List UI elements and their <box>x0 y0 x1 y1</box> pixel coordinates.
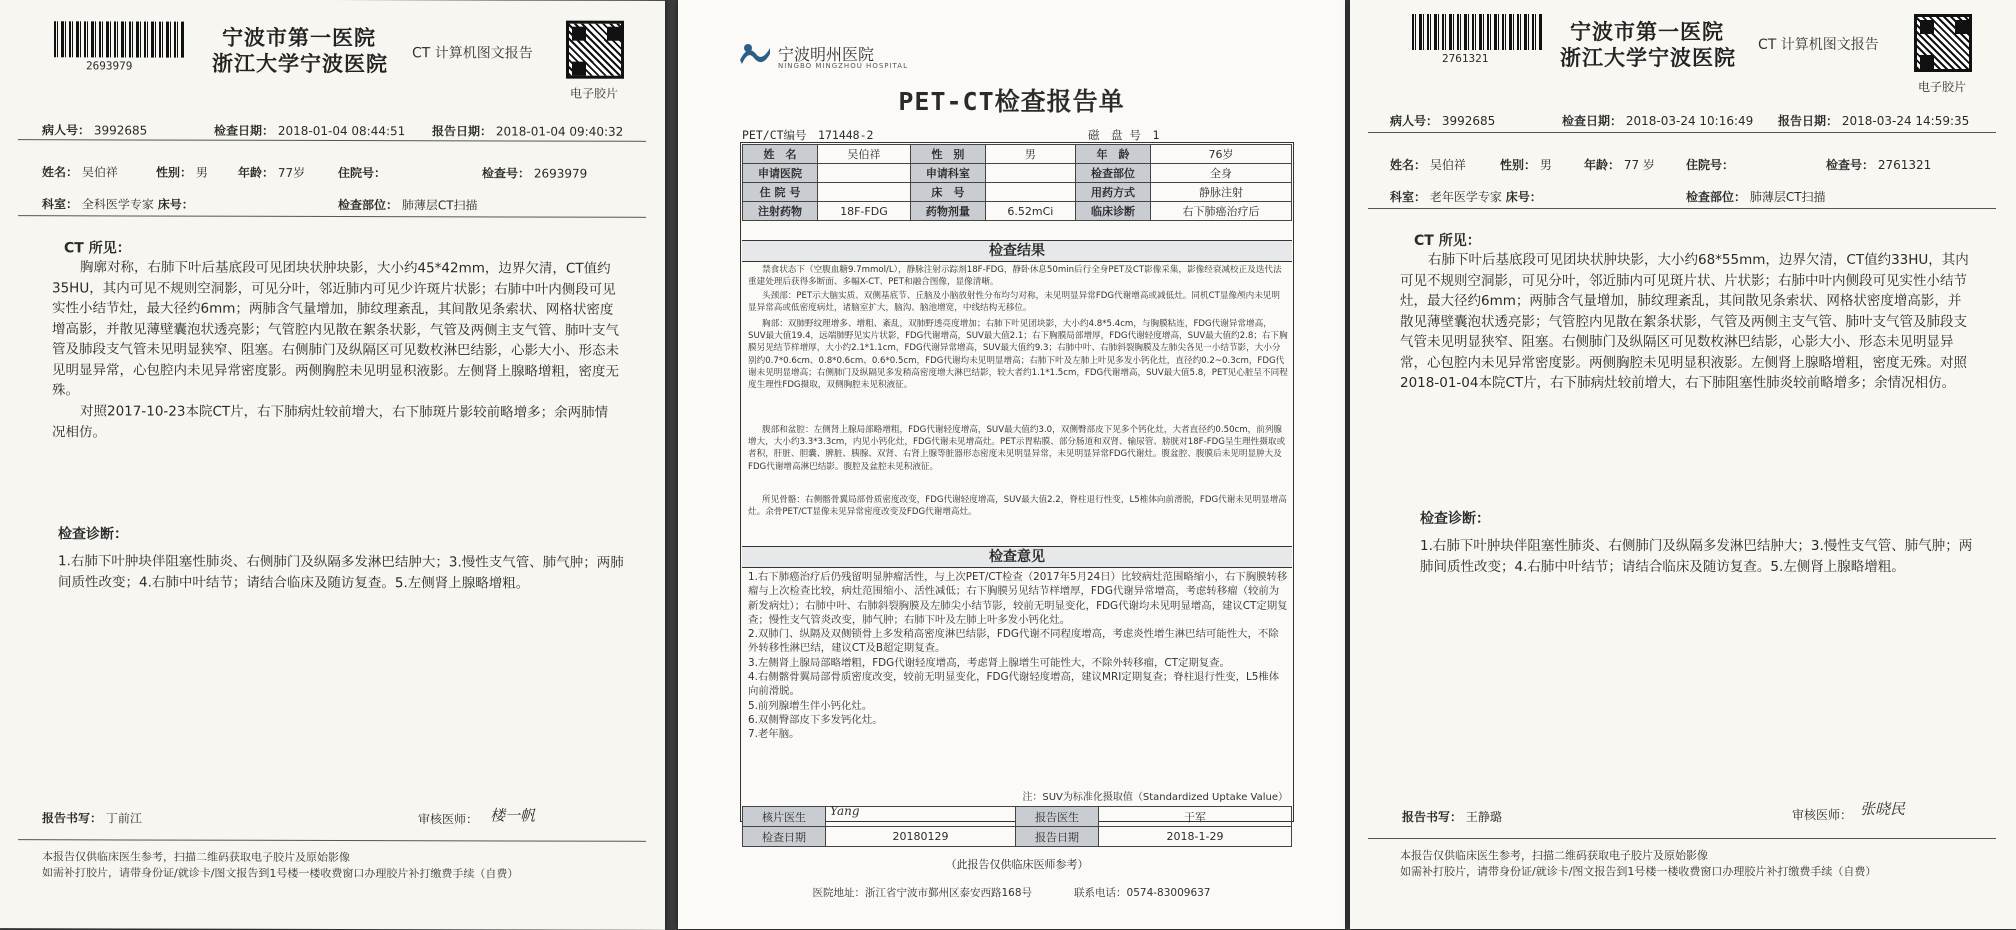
results-abdomen: 腹部和盆腔：左侧肾上腺局部略增粗，FDG代谢轻度增高，SUV最大值约3.0，双侧臀部皮下见多个钙化灶，大者直径约0.50cm，前列腺增大，大小约3.3*3.3cm，内见小钙化灶，FDG代谢未见增高灶。PET示胃粘膜、部分肠道和双肾、输尿管、膀胱对18F-FDG呈生理性摄取或者积，肝脏、胆囊、脾脏、胰腺、双肾、右肾上腺等脏器形态密度未见明显异常，未见明显异常FDG代谢灶。腹盆腔、腹膜后未见明显肿大及FDG代谢增高淋巴结影。腹腔及盆腔未见积液征。 <box>748 425 1286 472</box>
info-label: 临床诊断 <box>1075 202 1150 221</box>
report-date: 报告日期： 2018-03-24 14:59:35 <box>1778 114 1970 128</box>
info-label: 用药方式 <box>1075 183 1150 202</box>
diagnosis-title: 检查诊断： <box>58 526 128 543</box>
opinion-item: 6.双侧臀部皮下多发钙化灶。 <box>748 713 883 726</box>
signature-table <box>742 806 1292 847</box>
patient-name: 姓名： 吴伯祥 <box>1390 158 1466 172</box>
pet-ct-report <box>678 0 1345 929</box>
reviewer-signature: 楼一帆 <box>490 806 536 825</box>
signature-row <box>743 807 1292 827</box>
ward-no: 住院号： <box>338 166 387 181</box>
diagnosis-text: 1.右肺下叶肿块伴阻塞性肺炎、右侧肺门及纵隔多发淋巴结肿大；3.慢性支气管、肺气肿；两肺间质性改变；4.右肺中叶结节；请结合临床及随访复查。5.左侧肾上腺略增粗。 <box>1420 538 1973 575</box>
results-title: 检查结果 <box>742 240 1292 262</box>
ct-report-left <box>0 0 665 930</box>
divider <box>1368 838 1996 839</box>
info-label: 检查部位 <box>1075 164 1150 183</box>
hospital-name: 宁波市第一医院 <box>222 25 376 51</box>
info-value <box>818 164 911 183</box>
exam-part: 检查部位： 肺薄层CT扫描 <box>338 198 478 213</box>
footer-note-1: 本报告仅供临床医生参考，扫描二维码获取电子胶片及原始影像 <box>42 850 350 865</box>
patient-no: 病人号： 3992685 <box>42 123 148 138</box>
hospital-name: 宁波市第一医院 <box>1570 20 1724 44</box>
hospital-name-2: 浙江大学宁波医院 <box>212 51 388 77</box>
hospital-logo-icon <box>738 40 772 68</box>
report-type: CT 计算机图文报告 <box>412 45 533 62</box>
info-row <box>743 202 1292 221</box>
qr-caption: 电子胶片 <box>1918 80 1967 94</box>
barcode-number: 2761321 <box>1442 52 1489 65</box>
opinion-list <box>748 570 1288 742</box>
info-label: 性 别 <box>910 145 985 164</box>
info-value: 76岁 <box>1150 145 1291 164</box>
report-writer: 报告书写： 王静璐 <box>1402 810 1502 824</box>
signature-value: 20180129 <box>826 827 1016 847</box>
opinion-item: 4.右侧髂骨翼局部骨质密度改变，较前无明显变化，FDG代谢轻度增高，建议MRI定期复查；脊柱退行性变，L5椎体向前滑脱。 <box>748 671 1280 698</box>
hospital-contact: 医院地址：浙江省宁波市鄞州区泰安西路168号 联系电话：0574-83009637 <box>812 887 1211 899</box>
reviewer-label: 审核医师： <box>418 812 479 827</box>
findings-comparison: 对照2017-10-23本院CT片，右下肺病灶较前增大，右下肺斑片影较前略增多；余两肺情况相仿。 <box>52 403 609 440</box>
info-value: 6.52mCi <box>985 202 1075 221</box>
qr-code <box>1914 14 1972 72</box>
footer-note-2: 如需补打胶片，请带身份证/就诊卡/图文报告到1号楼一楼收费窗口办理胶片补打缴费手续（自费） <box>1400 865 1877 878</box>
opinion-item: 5.前列腺增生伴小钙化灶。 <box>748 699 873 712</box>
hospital-name-2: 浙江大学宁波医院 <box>1560 46 1736 70</box>
reviewer-signature: 张晓民 <box>1860 800 1906 818</box>
findings-text: 右肺下叶后基底段可见团块状肿块影，大小约68*55mm，边界欠清，CT值约33HU，其内可见不规则空洞影，可见分叶，邻近肺内可见斑片状、片状影；右肺中叶内侧段可见实性小结节灶，最大径约6mm；两肺含气量增加，肺纹理紊乱，其间散见条索状、网格状密度增高影，并散见薄壁囊泡状透亮影；气管腔内见散在絮条状影，气管及两侧主支气管、肺叶支气管及肺段支气管未见明显狭窄、阻塞。右侧肺门及纵隔区可见数枚淋巴结影，心影大小、形态未见明显异常，心包腔内未见异常密度影。两侧胸腔未见明显积液影。左侧肾上腺略增粗，密度无殊。对照2018-01-04本院CT片，右下肺病灶较前增大，右下肺阻塞性肺炎较前略增多；余情况相仿。 <box>1400 252 1969 391</box>
hospital-name: 宁波明州医院 <box>778 45 875 64</box>
qr-caption: 电子胶片 <box>570 86 619 101</box>
qr-code <box>566 21 624 79</box>
suv-note: 注：SUV为标准化摄取值（Standardized Uptake Value） <box>1022 792 1288 803</box>
info-label: 注射药物 <box>743 202 818 221</box>
signature-row <box>743 827 1292 847</box>
info-value: 男 <box>985 145 1075 164</box>
divider <box>18 839 646 842</box>
exam-part: 检查部位： 肺薄层CT扫描 <box>1686 190 1826 204</box>
results-bone: 所见骨骼：右侧髂骨翼局部骨质密度改变，FDG代谢轻度增高，SUV最大值2.2，脊柱退行性变，L5椎体向前滑脱，FDG代谢未见明显增高灶。余骨PET/CT显像未见异常密度改变及FDG代谢增高灶。 <box>748 495 1287 518</box>
barcode <box>1412 14 1542 50</box>
patient-age: 年龄： 77岁 <box>238 165 306 180</box>
results-chest: 胸部：双肺野纹理增多、增粗、紊乱，双肺野透亮度增加；右肺下叶见团块影，大小约4.8*5.4cm，与胸膜粘连，FDG代谢异常增高，SUV最大值19.4，远端肺野见实片状影，FDG代谢增高，SUV最大值2.1；右下胸膜局部增厚，FDG代谢轻度增高，SUV最大值约2.8；右下胸膜另见结节样增厚，大小约2.1*1.1cm，FDG代谢异常增高，SUV最大值约9.3；右肺中叶、右肺斜裂胸膜及左肺尖各见一小结节影，大小分别约0.7*0.6cm、0.8*0.6cm、0.6*0.5cm，FDG代谢均未见明显增高；右肺下叶及左肺上叶见多发小钙化灶，直径约0.2~0.3cm，FDG代谢未见明显增高；右侧肺门及纵隔见多发稍高密度增大淋巴结影，较大者约1.1*1.5cm，FDG代谢增高，SUV最大值5.8，PET见心脏呈不同程度生理性FDG摄取，双侧胸腔未见积液征。 <box>748 319 1288 391</box>
pet-number: PET/CT编号 171448-2 <box>742 128 874 142</box>
opinion-title: 检查意见 <box>742 546 1292 568</box>
divider <box>1368 208 1996 209</box>
barcode-number: 2693979 <box>86 59 133 73</box>
patient-sex: 性别： 男 <box>156 165 208 180</box>
info-value <box>985 183 1075 202</box>
report-type: CT 计算机图文报告 <box>1758 37 1879 53</box>
report-writer: 报告书写： 丁前江 <box>42 811 142 826</box>
exam-no: 检查号： 2761321 <box>1826 158 1932 172</box>
diagnosis-text: 1.右肺下叶肿块伴阻塞性肺炎、右侧肺门及纵隔多发淋巴结肿大；3.慢性支气管、肺气肿；两肺间质性改变；4.右肺中叶结节；请结合临床及随访复查。5.左侧肾上腺略增粗。 <box>58 553 624 592</box>
department: 科室： 全科医学专家 床号： <box>42 197 194 212</box>
info-value: 静脉注射 <box>1150 183 1291 202</box>
ward-no: 住院号： <box>1686 158 1735 172</box>
info-label: 床 号 <box>910 183 985 202</box>
disk-number: 磁 盘 号 1 <box>1088 128 1160 142</box>
info-value: 右下肺癌治疗后 <box>1150 202 1291 221</box>
reviewer-label: 审核医师： <box>1792 808 1853 822</box>
footer-note-2: 如需补打胶片，请带身份证/就诊卡/图文报告到1号楼一楼收费窗口办理胶片补打缴费手续（自费） <box>42 866 519 881</box>
patient-no: 病人号： 3992685 <box>1390 114 1496 128</box>
findings-title: CT 所见： <box>1414 233 1481 249</box>
signature-label: 核片医生 <box>743 807 826 827</box>
opinion-item: 3.左侧肾上腺局部略增粗，FDG代谢轻度增高，考虑肾上腺增生可能性大，不除外转移瘤，CT定期复查。 <box>748 656 1230 669</box>
findings-text: 胸廓对称，右肺下叶后基底段可见团块状肿块影，大小约45*42mm，边界欠清，CT值约35HU，其内可见不规则空洞影，可见分叶，邻近肺内可见少许斑片状影；右肺中叶内侧段可见实性小结节灶，最大径约6mm；两肺含气量增加，肺纹理紊乱，其间散见条索状、网格状密度增高影，并散见薄壁囊泡状透亮影；气管腔内见散在絮条状影，气管及两侧主支气管、肺叶支气管及肺段支气管未见明显狭窄、阻塞。右侧肺门及纵隔区可见数枚淋巴结影，心影大小、形态未见明显异常，心包腔内未见异常密度影。两侧胸腔未见明显积液影。左侧肾上腺略增粗，密度无殊。 <box>52 259 619 399</box>
findings-title: CT 所见： <box>64 240 131 257</box>
disclaimer: （此报告仅供临床医师参考） <box>945 858 1089 871</box>
patient-age: 年龄： 77 岁 <box>1584 158 1655 172</box>
signature-label: 检查日期 <box>743 827 826 847</box>
divider <box>18 215 646 218</box>
exam-date: 检查日期： 2018-01-04 08:44:51 <box>214 123 406 139</box>
results-intro: 禁食状态下（空腹血糖9.7mmol/L），静脉注射示踪剂18F-FDG，静卧休息50min后行全身PET及CT影像采集，影像经衰减校正及迭代法重建处理后获得多断面、多幅X-CT、PET和融合图像，显像清晰。 <box>748 265 1282 288</box>
info-row <box>743 145 1292 164</box>
info-row <box>743 183 1292 202</box>
results-head-neck: 头颈部：PET示大脑实质、双侧基底节、丘脑及小脑放射性分布均匀对称，未见明显异常FDG代谢增高或减低灶。同机CT显像颅内未见明显异常高或低密度病灶，诸脑室扩大，脑沟、脑池增宽，中线结构无移位。 <box>748 291 1280 314</box>
signature-label: 报告医生 <box>1015 807 1098 827</box>
barcode <box>54 21 184 57</box>
patient-sex: 性别： 男 <box>1500 158 1552 172</box>
opinion-item: 7.老年脑。 <box>748 728 800 741</box>
info-label: 姓 名 <box>743 145 818 164</box>
department: 科室： 老年医学专家 床号： <box>1390 190 1542 204</box>
report-title: PET-CT检查报告单 <box>898 87 1125 116</box>
info-label: 申请医院 <box>743 164 818 183</box>
opinion-item: 2.双肺门、纵隔及双侧锁骨上多发稍高密度淋巴结影，FDG代谢不同程度增高，考虑炎性增生淋巴结可能性大，不除外转移性淋巴结，建议CT及B超定期复查。 <box>748 628 1279 655</box>
signature-value: 2018-1-29 <box>1098 827 1291 847</box>
info-value: 18F-FDG <box>818 202 911 221</box>
reviewer-signature: Yang <box>830 804 860 818</box>
divider <box>1368 132 1996 133</box>
info-label: 申请科室 <box>910 164 985 183</box>
signature-label: 报告日期 <box>1015 827 1098 847</box>
info-value <box>985 164 1075 183</box>
opinion-item: 1.右下肺癌治疗后仍残留明显肿瘤活性，与上次PET/CT检查（2017年5月24日）比较病灶范围略缩小，右下胸膜转移瘤与上次检查比较，病灶范围缩小、活性减低；右下胸膜另见结节样增厚，FDG代谢异常增高，考虑转移瘤（较前为新发病灶）；右肺中叶、右肺斜裂胸膜及左肺尖小结节影，较前无明显变化，FDG代谢均未见明显增高，建议CT定期复查；慢性支气管炎改变，肺气肿；右肺下叶及左肺上叶多发小钙化灶。 <box>748 571 1288 626</box>
ct-report-right <box>1350 0 2016 929</box>
exam-date: 检查日期： 2018-03-24 10:16:49 <box>1562 114 1754 128</box>
info-label: 住 院 号 <box>743 183 818 202</box>
patient-name: 姓名： 吴伯祥 <box>42 165 118 180</box>
info-label: 药物剂量 <box>910 202 985 221</box>
info-row <box>743 164 1292 183</box>
info-value: 吴伯祥 <box>818 145 911 164</box>
report-date: 报告日期： 2018-01-04 09:40:32 <box>432 124 624 139</box>
diagnosis-title: 检查诊断： <box>1420 511 1490 527</box>
exam-no: 检查号： 2693979 <box>482 166 588 181</box>
signature-value: 于军 <box>1098 807 1291 827</box>
info-value: 全身 <box>1150 164 1291 183</box>
info-value <box>818 183 911 202</box>
patient-info-table <box>742 144 1292 221</box>
footer-note-1: 本报告仅供临床医生参考，扫描二维码获取电子胶片及原始影像 <box>1400 849 1708 862</box>
info-label: 年 龄 <box>1075 145 1150 164</box>
hospital-name-en: NINGBO MINGZHOU HOSPITAL <box>778 62 908 70</box>
